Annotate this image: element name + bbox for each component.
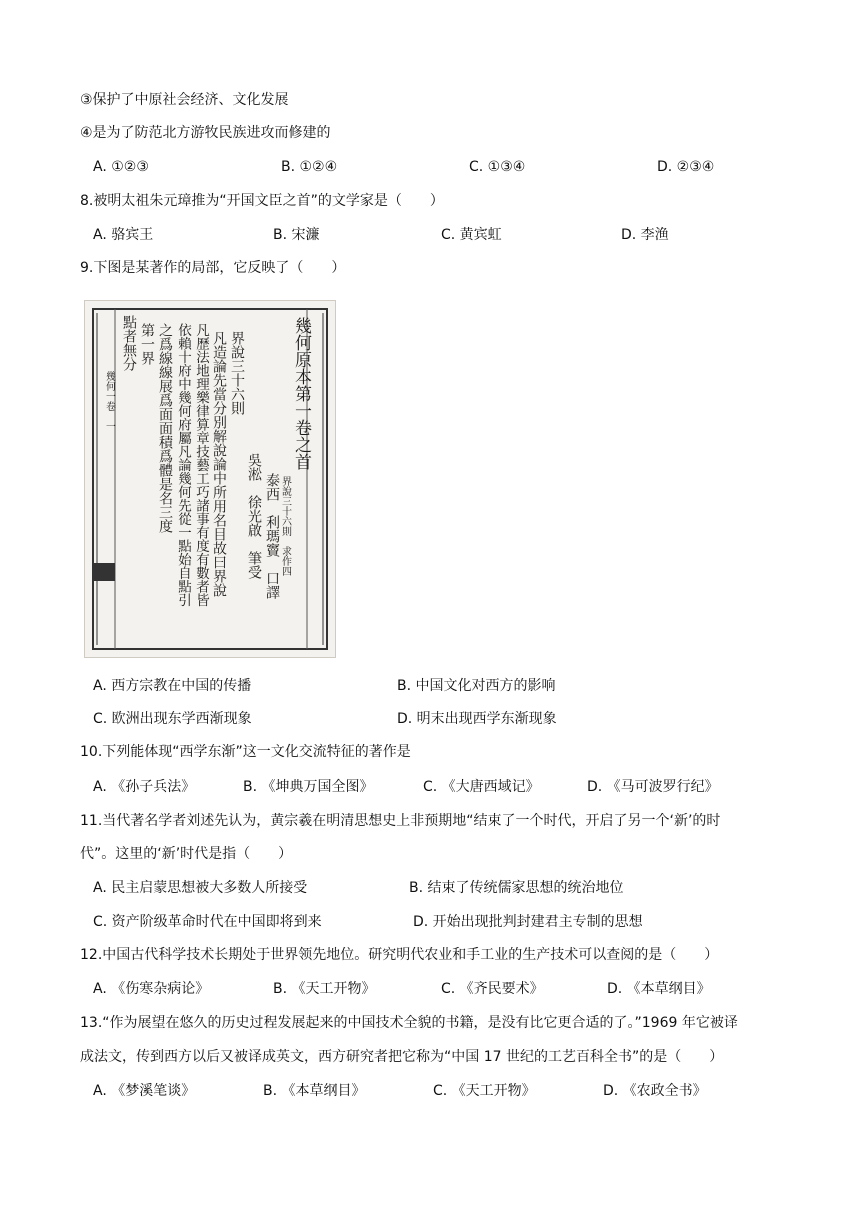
figure-col-12: 幾何一卷 一 [103,371,115,431]
q12-option-b: B. 《天工开物》 [273,981,376,997]
q11-stem-line-2: 代”。这里的‘新’时代是指（ ） [80,846,293,862]
q13-option-a: A. 《梦溪笔谈》 [93,1083,196,1099]
q8-option-c: C. 黄宾虹 [441,227,502,243]
q10-option-c: C. 《大唐西域记》 [423,779,540,795]
q13-stem-line-1: 13.“作为展望在悠久的历史过程发展起来的中国技术全貌的书籍，是没有比它更合适的了。”1969 年它被译 [80,1015,738,1031]
q9-stem: 9.下图是某著作的局部，它反映了（ ） [80,260,346,276]
q11-stem-line-1: 11.当代著名学者刘述先认为，黄宗羲在明清思想史上非预期地“结束了一个时代，开启了另一个‘新’的时 [80,813,721,829]
figure-col-3: 泰西 利瑪竇 口譯 [264,473,280,599]
q8-stem: 8.被明太祖朱元璋推为“开国文臣之首”的文学家是（ ） [80,193,444,209]
figure-col-5: 界說三十六則 [229,331,245,415]
q7-option-c: C. ①③④ [469,159,526,175]
q10-stem: 10.下列能体现“西学东渐”这一文化交流特征的著作是 [80,744,411,760]
q9-option-d: D. 明末出现西学东渐现象 [397,711,557,727]
q8-option-d: D. 李渔 [621,227,669,243]
q9-option-b: B. 中国文化对西方的影响 [397,678,556,694]
q9-option-c: C. 欧洲出现东学西渐现象 [93,711,252,727]
q13-stem-line-2: 成法文，传到西方以后又被译成英文，西方研究者把它称为“中国 17 世纪的工艺百科全书”的是（ ） [80,1049,724,1065]
q8-option-a: A. 骆宾王 [93,227,154,243]
q12-option-a: A. 《伤寒杂病论》 [93,981,210,997]
book-page-scan [85,301,335,657]
q10-option-d: D. 《马可波罗行纪》 [587,779,719,795]
q8-option-b: B. 宋濂 [273,227,320,243]
q12-option-d: D. 《本草纲目》 [607,981,711,997]
q10-option-b: B. 《坤典万国全图》 [243,779,374,795]
figure-col-2: 界說三十六則 求作四 [279,476,291,576]
q7-item-4: ④是为了防范北方游牧民族进攻而修建的 [80,125,331,141]
figure-col-9: 之爲線線展爲面面積爲體是名三度 [157,323,173,533]
book-page-figure [84,300,336,658]
q10-option-a: A. 《孙子兵法》 [93,779,196,795]
q11-option-d: D. 开始出现批判封建君主专制的思想 [413,914,643,930]
q7-option-d: D. ②③④ [657,159,715,175]
figure-col-11: 點者無分 [121,315,137,371]
q12-option-c: C. 《齐民要术》 [441,981,544,997]
q11-option-c: C. 资产阶级革命时代在中国即将到来 [93,914,322,930]
q11-option-b: B. 结束了传统儒家思想的统治地位 [409,880,624,896]
figure-col-6: 凡造論先當分別解說論中所用名目故曰界說 [211,331,227,597]
q11-option-a: A. 民主启蒙思想被大多数人所接受 [93,880,308,896]
q13-option-d: D. 《农政全书》 [603,1083,707,1099]
q9-option-a: A. 西方宗教在中国的传播 [93,678,252,694]
figure-col-8: 依賴十府中幾何府屬凡論幾何先從一點始自點引 [175,323,191,607]
figure-col-1: 幾何原本第一卷之首 [291,317,311,470]
q7-option-a: A. ①②③ [93,159,149,175]
q12-stem: 12.中国古代科学技术长期处于世界领先地位。研究明代农业和手工业的生产技术可以查阅的是（ ） [80,947,719,963]
figure-col-4: 吳淞 徐光啟 筆受 [246,453,262,579]
figure-col-7: 凡歷法地理樂律算章技藝工巧諸事有度有數者皆 [193,323,209,607]
q7-item-3: ③保护了中原社会经济、文化发展 [80,92,289,108]
figure-col-10: 第一界 [139,323,155,365]
q13-option-b: B. 《本草纲目》 [263,1083,366,1099]
q7-option-b: B. ①②④ [281,159,338,175]
q13-option-c: C. 《天工开物》 [433,1083,536,1099]
